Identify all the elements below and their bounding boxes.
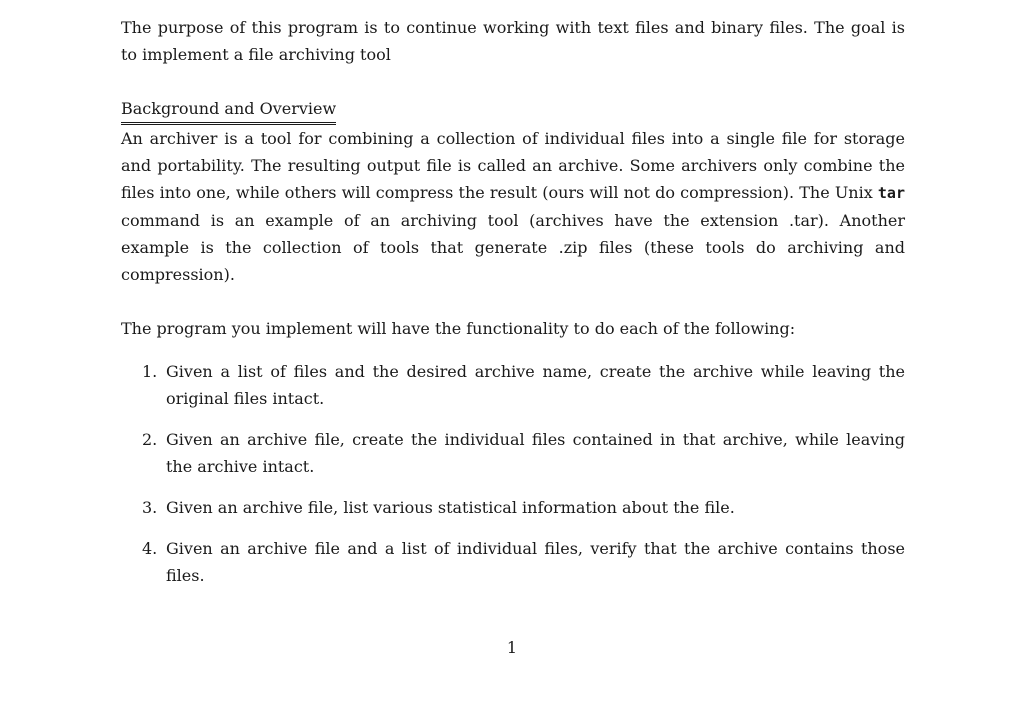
list-item bbox=[121, 426, 905, 480]
list-item-number: 2. bbox=[142, 430, 158, 449]
list-item bbox=[121, 494, 905, 521]
list-item-number: 4. bbox=[142, 539, 158, 558]
list-item bbox=[121, 358, 905, 412]
program-intro-paragraph: The program you implement will have the functionality to do each of the following: bbox=[121, 319, 796, 338]
section-heading: Background and Overview bbox=[121, 97, 336, 125]
intro-paragraph: The purpose of this program is to continue working with text files and binary files. The goal is to implement a file archiving tool bbox=[121, 18, 905, 64]
functionality-list bbox=[121, 358, 905, 589]
tar-command-code: tar bbox=[877, 184, 905, 202]
background-paragraph bbox=[121, 125, 905, 288]
list-item-text: Given an archive file, create the individual files contained in that archive, while leaving the archive intact. bbox=[166, 430, 905, 476]
list-item-text: Given an archive file and a list of individual files, verify that the archive contains those files. bbox=[166, 539, 905, 585]
list-item bbox=[121, 535, 905, 589]
document-page bbox=[121, 14, 905, 603]
list-item-number: 1. bbox=[142, 362, 158, 381]
background-text-start: An archiver is a tool for combining a collection of individual files into a single file for storage and portability. The resulting output file is called an archive. Some archivers only combine the files into one, while others will compress the result (ours will not do compression). The Unix bbox=[121, 129, 905, 202]
list-item-text: Given an archive file, list various statistical information about the file. bbox=[166, 498, 735, 517]
page-number: 1 bbox=[506, 638, 518, 657]
list-item-text: Given a list of files and the desired archive name, create the archive while leaving the original files intact. bbox=[166, 362, 905, 408]
list-item-number: 3. bbox=[142, 498, 158, 517]
background-text-end: command is an example of an archiving tool (archives have the extension .tar). Another example is the collection of tools that generate .zip files (these tools do archiving and compression). bbox=[121, 211, 905, 284]
